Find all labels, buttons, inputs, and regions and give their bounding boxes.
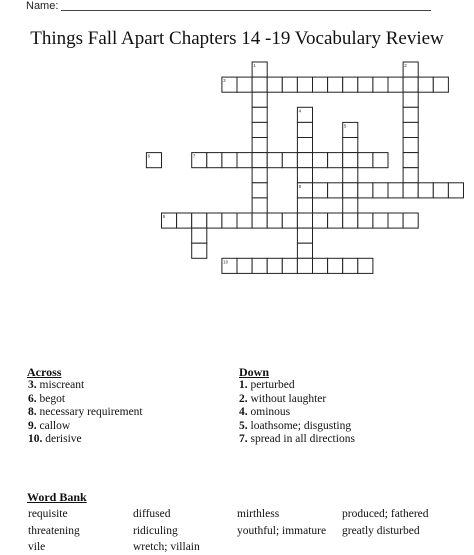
grid-cell[interactable] (358, 77, 373, 92)
clue-text: loathsome; disgusting (247, 419, 352, 432)
grid-cell[interactable] (328, 153, 343, 168)
word-bank-item: vile (28, 541, 46, 553)
grid-cell[interactable] (358, 153, 373, 168)
cell-number: 5 (343, 123, 347, 129)
grid-cell[interactable] (358, 258, 373, 273)
grid-cell[interactable] (448, 183, 463, 198)
grid-cell[interactable] (282, 153, 297, 168)
grid-cell[interactable] (328, 77, 343, 92)
grid-cell[interactable] (313, 213, 328, 228)
grid-cell[interactable] (403, 122, 418, 137)
clue-text: spread in all directions (247, 433, 355, 446)
grid-cell[interactable] (373, 183, 388, 198)
grid-cell[interactable] (403, 183, 418, 198)
grid-cell[interactable] (358, 183, 373, 198)
grid-cell[interactable] (282, 77, 297, 92)
across-clue (28, 379, 84, 391)
grid-cell[interactable] (252, 77, 267, 92)
grid-cell[interactable] (252, 183, 267, 198)
word-bank-item: diffused (133, 508, 171, 520)
grid-cell[interactable] (237, 153, 252, 168)
grid-cell[interactable] (313, 77, 328, 92)
across-clue (28, 393, 65, 405)
grid-cell[interactable] (403, 92, 418, 107)
grid-cell[interactable] (403, 153, 418, 168)
grid-cell[interactable] (313, 183, 328, 198)
grid-cell[interactable] (297, 77, 312, 92)
clue-number: 4. (239, 406, 248, 419)
grid-cell[interactable] (237, 258, 252, 273)
grid-cell[interactable] (388, 77, 403, 92)
grid-cell[interactable] (373, 77, 388, 92)
grid-cell[interactable] (252, 213, 267, 228)
grid-cell[interactable] (252, 198, 267, 213)
grid-cell[interactable] (328, 258, 343, 273)
grid-cell[interactable] (403, 168, 418, 183)
clue-text: callow (36, 419, 71, 432)
grid-cell[interactable] (388, 183, 403, 198)
grid-cell[interactable] (192, 228, 207, 243)
grid-cell[interactable] (313, 153, 328, 168)
word-bank-item: requisite (28, 508, 68, 520)
grid-cell[interactable] (373, 153, 388, 168)
grid-cell[interactable] (192, 243, 207, 258)
page-title: Things Fall Apart Chapters 14 -19 Vocabulary Review (30, 28, 444, 49)
grid-cell[interactable] (343, 77, 358, 92)
word-bank-item: produced; fathered (342, 508, 429, 520)
grid-cell[interactable] (343, 198, 358, 213)
grid-cell[interactable] (433, 183, 448, 198)
clue-number: 8. (28, 406, 37, 419)
grid-cell[interactable] (297, 153, 312, 168)
cell-number: 3 (223, 78, 226, 84)
clue-number: 1. (239, 379, 248, 391)
grid-cell[interactable] (297, 258, 312, 273)
grid-cell[interactable] (373, 213, 388, 228)
clue-text: derisive (42, 433, 82, 446)
grid-cell[interactable] (297, 122, 312, 137)
grid-cell[interactable] (388, 213, 403, 228)
grid-cell[interactable] (252, 168, 267, 183)
clue-text: ominous (247, 406, 291, 419)
across-heading: Across (27, 365, 62, 379)
grid-cell[interactable] (297, 168, 312, 183)
clue-number: 9. (28, 419, 37, 432)
clue-number: 3. (28, 379, 37, 391)
grid-cell[interactable] (267, 213, 282, 228)
cell-number: 7 (192, 153, 196, 159)
grid-cell[interactable] (403, 107, 418, 122)
clue-text: perturbed (247, 379, 295, 391)
across-clue (28, 433, 82, 445)
across-clue (28, 406, 143, 418)
cell-number: 6 (147, 153, 151, 159)
grid-cell[interactable] (313, 258, 328, 273)
down-clue (239, 393, 326, 405)
clue-text: begot (36, 392, 66, 405)
grid-cell[interactable] (328, 183, 343, 198)
down-clue (239, 420, 351, 432)
grid-cell[interactable] (207, 213, 222, 228)
clue-number: 2. (239, 392, 248, 405)
word-bank-heading: Word Bank (27, 490, 87, 504)
clue-number: 10. (28, 433, 43, 446)
clue-number: 6. (28, 392, 37, 405)
grid-cell[interactable] (282, 258, 297, 273)
clue-text: miscreant (36, 379, 85, 391)
grid-cell[interactable] (343, 183, 358, 198)
clue-number: 7. (239, 433, 248, 446)
name-label: Name: (26, 0, 59, 12)
grid-cell[interactable] (267, 153, 282, 168)
grid-cell[interactable] (252, 138, 267, 153)
word-bank-item: ridiculing (133, 524, 178, 537)
grid-cell[interactable] (403, 138, 418, 153)
grid-cell[interactable] (267, 77, 282, 92)
grid-cell[interactable] (328, 213, 343, 228)
clue-number: 5. (239, 419, 248, 432)
grid-cell[interactable] (343, 258, 358, 273)
grid-cell[interactable] (297, 228, 312, 243)
grid-cell[interactable] (252, 258, 267, 273)
grid-cell[interactable] (222, 153, 237, 168)
grid-cell[interactable] (282, 213, 297, 228)
word-bank-item: threatening (28, 524, 80, 537)
word-bank-item: mirthless (237, 508, 280, 520)
down-clue (239, 379, 295, 391)
grid-cell[interactable] (252, 107, 267, 122)
word-bank-item: wretch; villain (133, 541, 200, 553)
cell-number: 4 (298, 108, 302, 114)
down-clue (239, 406, 290, 418)
grid-cell[interactable] (343, 213, 358, 228)
grid-cell[interactable] (237, 213, 252, 228)
word-bank-item: greatly disturbed (342, 524, 420, 537)
cell-number: 10 (223, 259, 229, 265)
grid-cell[interactable] (237, 77, 252, 92)
grid-cell[interactable] (297, 198, 312, 213)
grid-cell[interactable] (343, 153, 358, 168)
grid-cell[interactable] (403, 213, 418, 228)
grid-cell[interactable] (207, 153, 222, 168)
cell-number: 8 (298, 183, 302, 189)
word-bank-item: youthful; immature (237, 524, 327, 537)
grid-cell[interactable] (252, 153, 267, 168)
grid-cell[interactable] (252, 92, 267, 107)
down-heading: Down (239, 365, 270, 379)
cell-number: 1 (253, 63, 256, 68)
clue-text: without laughter (247, 392, 327, 405)
grid-cell[interactable] (192, 213, 207, 228)
down-clue (239, 433, 355, 445)
grid-cell[interactable] (343, 168, 358, 183)
grid-cell[interactable] (418, 183, 433, 198)
grid-cell[interactable] (222, 213, 237, 228)
cell-number: 2 (404, 63, 407, 68)
grid-cell[interactable] (433, 77, 448, 92)
grid-cell[interactable] (358, 213, 373, 228)
clue-text: necessary requirement (36, 406, 143, 419)
grid-cell[interactable] (418, 77, 433, 92)
cell-number: 9 (162, 214, 166, 219)
grid-cell[interactable] (403, 77, 418, 92)
across-clue (28, 420, 70, 432)
grid-cell[interactable] (267, 258, 282, 273)
grid-cell[interactable] (252, 122, 267, 137)
grid-cell[interactable] (343, 138, 358, 153)
grid-cell[interactable] (297, 213, 312, 228)
grid-cell[interactable] (177, 213, 192, 228)
grid-cell[interactable] (297, 138, 312, 153)
grid-cell[interactable] (297, 243, 312, 258)
